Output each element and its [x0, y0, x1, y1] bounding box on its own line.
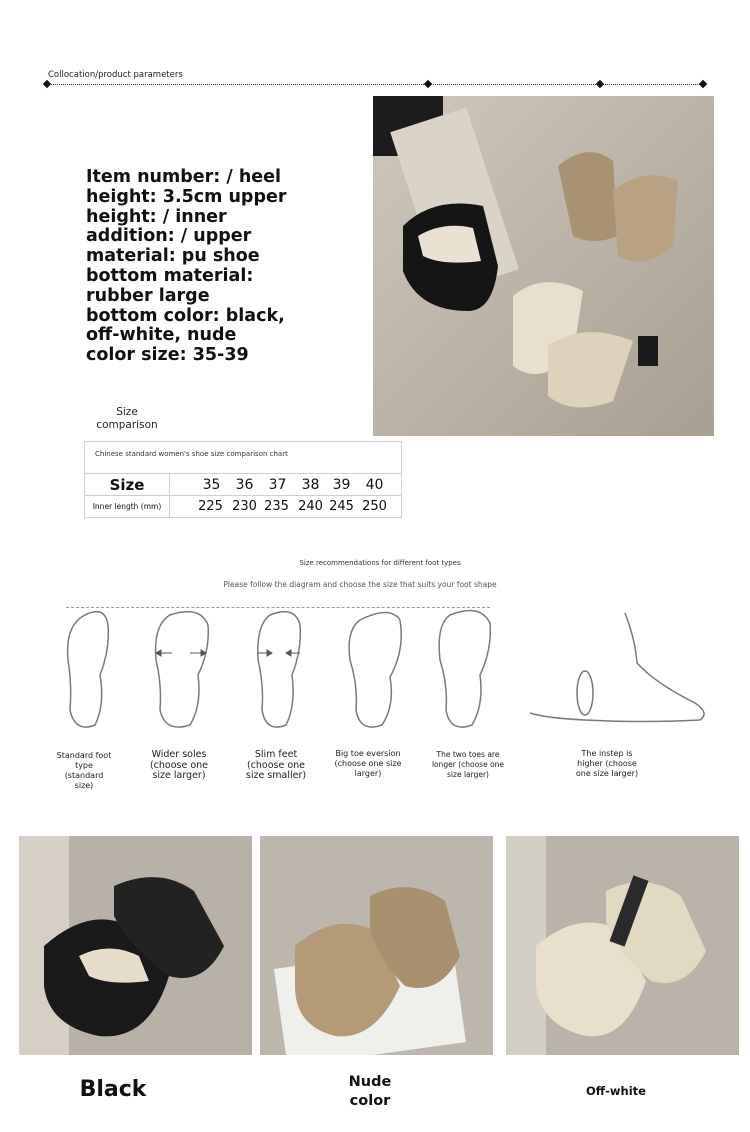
foot-type-label: Wider soles (choose one size larger) [149, 749, 209, 781]
variant-photo-nude [260, 836, 493, 1055]
foot-types-title: Size recommendations for different foot types [299, 559, 461, 567]
dotted-divider [44, 84, 706, 85]
length-cell: 240 [298, 499, 323, 514]
size-comparison-caption: Size comparison [96, 406, 158, 431]
divider-diamond-icon [699, 80, 707, 88]
foot-type-label: Slim feet (choose one size smaller) [245, 749, 307, 781]
color-label-black: Black [79, 1077, 147, 1102]
foot-type-label: Big toe eversion (choose one size larger) [334, 749, 402, 778]
divider-diamond-icon [43, 80, 51, 88]
color-label-offwhite: Off-white [586, 1084, 646, 1098]
divider-diamond-icon [596, 80, 604, 88]
variant-photo-offwhite [506, 836, 739, 1055]
color-label-nude: Nude color [348, 1074, 392, 1109]
length-cell: 245 [329, 499, 354, 514]
table-divider [169, 496, 170, 518]
foot-type-label: Standard foot type (standard size) [56, 751, 112, 790]
table-divider [169, 474, 170, 496]
length-cell: 250 [362, 499, 387, 514]
size-cell: 40 [365, 477, 384, 493]
param-line: Item number: / heel [86, 167, 282, 187]
size-cell: 36 [235, 477, 254, 493]
product-photo-graphic [373, 96, 714, 436]
size-row [85, 473, 401, 496]
length-cell: 235 [264, 499, 289, 514]
size-table [84, 441, 402, 518]
variant-photo-nude-graphic [260, 836, 493, 1055]
variant-photo-offwhite-graphic [506, 836, 739, 1055]
param-line: height: 3.5cm upper [86, 186, 287, 207]
size-cell: 35 [202, 477, 221, 493]
length-row-label: Inner length (mm) [92, 502, 162, 511]
size-cell: 39 [332, 477, 351, 493]
param-line: material: pu shoe [86, 246, 260, 267]
param-line: addition: / upper [86, 226, 252, 247]
divider-diamond-icon [424, 80, 432, 88]
param-line: bottom color: black, [86, 305, 285, 326]
size-cell: 37 [268, 477, 287, 493]
param-line: height: / inner [86, 206, 227, 227]
size-cell: 38 [301, 477, 320, 493]
foot-types-subtitle: Please follow the diagram and choose the size that suits your foot shape [223, 580, 497, 589]
size-table-caption: Chinese standard women's shoe size comparison chart [95, 450, 288, 458]
size-row-label: Size [109, 476, 145, 494]
variant-photo-black [19, 836, 252, 1055]
product-parameters [86, 168, 316, 366]
length-cell: 230 [232, 499, 257, 514]
product-photo [373, 96, 714, 436]
length-cell: 225 [198, 499, 223, 514]
param-line: rubber large [86, 285, 210, 306]
param-line: off-white, nude [86, 325, 237, 346]
section-title: Collocation/product parameters [48, 70, 183, 80]
param-line: color size: 35-39 [86, 345, 249, 366]
instep-diagram [525, 608, 715, 738]
length-row [85, 495, 401, 518]
param-line: bottom material: [86, 265, 254, 286]
foot-type-label: The two toes are longer (choose one size larger) [431, 750, 505, 779]
foot-diagrams [60, 605, 530, 735]
foot-type-label: The instep is higher (choose one size larger) [575, 749, 639, 778]
variant-photo-black-graphic [19, 836, 252, 1055]
